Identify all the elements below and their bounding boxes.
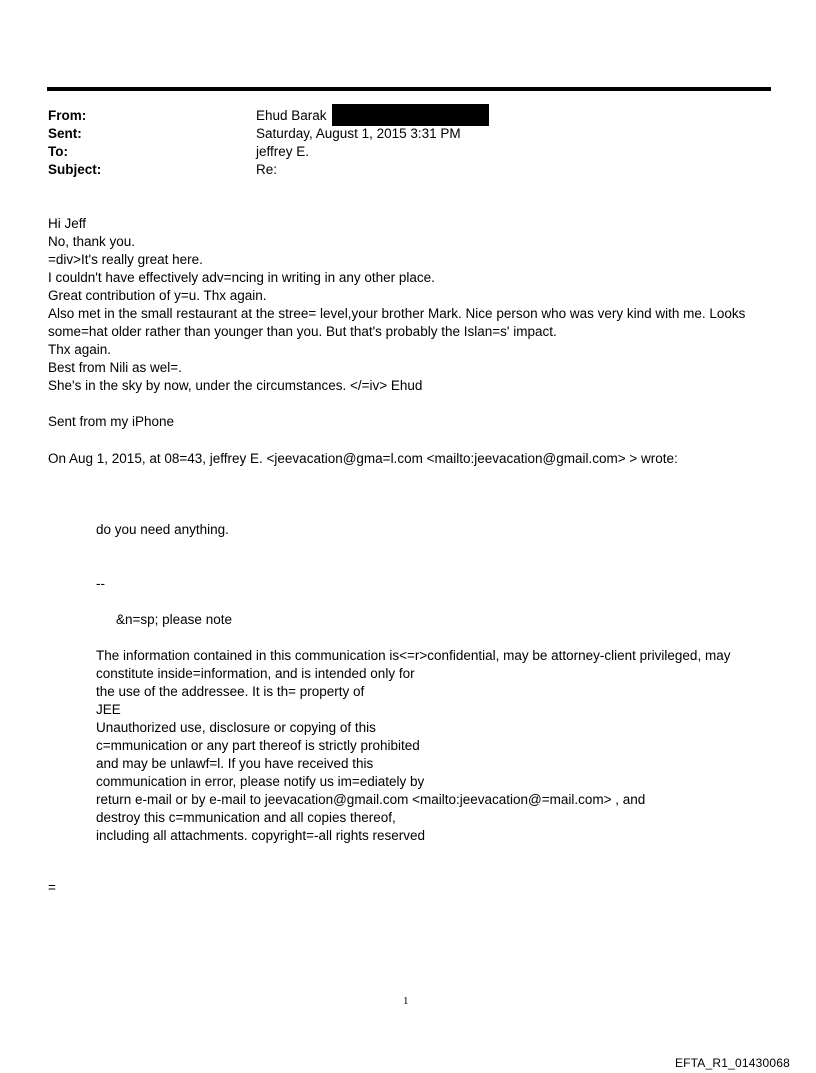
body-line: She's in the sky by now, under the circumstances. </=iv> Ehud (48, 378, 423, 393)
body-line: No, thank you. (48, 234, 136, 249)
to-value: jeffrey E. (256, 144, 310, 159)
body-line: some=hat older rather than younger than you. But that's probably the Islan=s' impact. (48, 324, 557, 339)
trailing-character: = (48, 880, 56, 895)
sender-name: Ehud Barak (256, 108, 327, 123)
redaction-box (332, 104, 489, 126)
disclaimer-line: including all attachments. copyright=-all rights reserved (96, 828, 426, 843)
body-line: Thx again. (48, 342, 112, 357)
sent-label: Sent: (48, 126, 82, 141)
signature: Sent from my iPhone (48, 414, 175, 429)
subject-label: Subject: (48, 162, 102, 177)
body-line: I couldn't have effectively adv=ncing in writing in any other place. (48, 270, 435, 285)
separator: -- (96, 576, 105, 591)
disclaimer-line: communication in error, please notify us im=ediately by (96, 774, 425, 789)
note-line: &n=sp; please note (116, 612, 232, 627)
disclaimer-line: and may be unlawf=l. If you have received this (96, 756, 374, 771)
disclaimer-line: return e-mail or by e-mail to jeevacation@gmail.com <mailto:jeevacation@=mail.com> , and (96, 792, 646, 807)
disclaimer-line: JEE (96, 702, 121, 717)
body-line: =div>It's really great here. (48, 252, 203, 267)
body-line: Great contribution of y=u. Thx again. (48, 288, 267, 303)
disclaimer-line: the use of the addressee. It is th= property of (96, 684, 365, 699)
body-line: Best from Nili as wel=. (48, 360, 182, 375)
disclaimer-line: destroy this c=mmunication and all copies thereof, (96, 810, 396, 825)
disclaimer-line: The information contained in this communication is<=r>confidential, may be attorney-client privileged, may (96, 648, 731, 663)
sent-value: Saturday, August 1, 2015 3:31 PM (256, 126, 461, 141)
subject-value: Re: (256, 162, 278, 177)
to-label: To: (48, 144, 68, 159)
body-line: Hi Jeff (48, 216, 87, 231)
body-line: Also met in the small restaurant at the stree= level,your brother Mark. Nice person who was very kind with me. Looks (48, 306, 746, 321)
header-rule (47, 87, 771, 91)
disclaimer-line: Unauthorized use, disclosure or copying of this (96, 720, 376, 735)
disclaimer-line: c=mmunication or any part thereof is strictly prohibited (96, 738, 420, 753)
document-id: EFTA_R1_01430068 (674, 1056, 790, 1070)
from-value (256, 107, 489, 126)
quote-header: On Aug 1, 2015, at 08=43, jeffrey E. <jeevacation@gma=l.com <mailto:jeevacation@gmail.com> > wrote: (48, 451, 678, 466)
quoted-message: do you need anything. (96, 522, 229, 537)
from-label: From: (48, 108, 87, 123)
page-number: 1 (403, 995, 409, 1007)
disclaimer-line: constitute inside=information, and is intended only for (96, 666, 415, 681)
